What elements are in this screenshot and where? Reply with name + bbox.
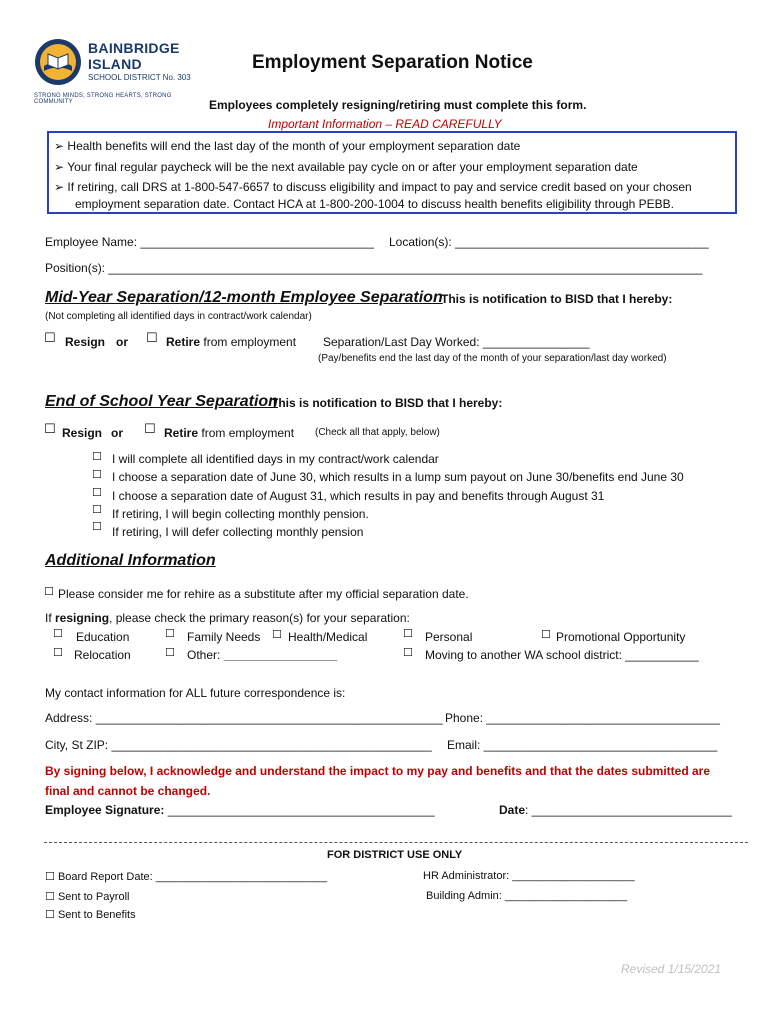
midyear-resign-checkbox[interactable]: ☐: [44, 331, 56, 346]
info-bullet-1: [54, 139, 520, 153]
rehire-label: Please consider me for rehire as a substitute after my official separation date.: [58, 587, 469, 601]
board-report-label: Board Report Date: ____________________________: [57, 871, 328, 883]
address-field[interactable]: Address: ____________________________________________________: [45, 711, 443, 725]
reason-prefix: If: [45, 611, 56, 625]
date-line[interactable]: : ______________________________: [525, 803, 732, 817]
endyear-option-checkbox[interactable]: ☐: [92, 468, 102, 481]
reason-suffix: , please check the primary reason(s) for your separation:: [109, 611, 410, 625]
endyear-check-all: (Check all that apply, below): [315, 427, 440, 438]
email-field[interactable]: Email: ___________________________________: [447, 738, 718, 752]
endyear-option-checkbox[interactable]: ☐: [92, 486, 102, 499]
signature-line[interactable]: ________________________________________: [164, 803, 435, 817]
important-notice: Important Information – READ CAREFULLY: [268, 117, 502, 131]
midyear-retire-checkbox[interactable]: ☐: [146, 331, 158, 346]
arrow-bullet-icon: ➢: [54, 160, 65, 174]
signature-field[interactable]: [45, 803, 435, 817]
endyear-option-2: I choose a separation date of June 30, which results in a lump sum payout on June 30/benefits end June 30: [112, 470, 684, 484]
endyear-or: or: [111, 426, 123, 440]
benefits-label: Sent to Benefits: [57, 909, 136, 921]
info-bullet-2-text: Your final regular paycheck will be the next available pay cycle on or after your employment separation date: [67, 160, 638, 174]
endyear-section-title: End of School Year Separation: [45, 393, 278, 410]
logo-line-2: ISLAND: [88, 56, 142, 72]
reason-family-checkbox[interactable]: ☐: [165, 627, 175, 640]
page-title: Employment Separation Notice: [252, 52, 533, 73]
payroll-checkbox[interactable]: ☐: [45, 890, 55, 903]
endyear-from-employment: from employment: [201, 426, 295, 440]
endyear-option-checkbox[interactable]: ☐: [92, 503, 102, 516]
district-divider: [44, 842, 748, 843]
rehire-checkbox[interactable]: ☐: [44, 585, 54, 598]
city-field[interactable]: City, St ZIP: ________________________________________________: [45, 738, 432, 752]
logo-tagline: STRONG MINDS, STRONG HEARTS, STRONG COMMUNITY: [34, 93, 172, 105]
page-subtitle: Employees completely resigning/retiring must complete this form.: [209, 98, 587, 112]
acknowledgement-line-1: By signing below, I acknowledge and understand the impact to my pay and benefits and that the dates submitted are: [45, 764, 710, 778]
contact-intro: My contact information for ALL future correspondence is:: [45, 686, 346, 700]
arrow-bullet-icon: ➢: [54, 139, 65, 153]
endyear-resign-checkbox[interactable]: ☐: [44, 422, 56, 437]
info-bullet-3-cont: employment separation date. Contact HCA at 1-800-200-1004 to discuss health benefits eligibility through PEBB.: [75, 197, 675, 211]
reason-promotional-label: Promotional Opportunity: [556, 630, 686, 644]
endyear-option-5: If retiring, I will defer collecting monthly pension: [112, 525, 364, 539]
endyear-option-checkbox[interactable]: ☐: [92, 450, 102, 463]
reason-moving-field[interactable]: Moving to another WA school district: ___________: [425, 648, 699, 662]
endyear-retire-text: Retire: [164, 426, 199, 440]
benefits-checkbox[interactable]: ☐: [45, 908, 55, 921]
reason-education-checkbox[interactable]: ☐: [53, 627, 63, 640]
reason-other-label: Other:: [187, 648, 221, 662]
endyear-notice: This is notification to BISD that I hereby:: [271, 396, 503, 410]
midyear-sub: (Not completing all identified days in contract/work calendar): [45, 311, 312, 322]
board-report-checkbox[interactable]: ☐: [45, 870, 55, 883]
reason-promotional-checkbox[interactable]: ☐: [541, 628, 551, 641]
info-bullet-3: [54, 180, 692, 194]
date-label: Date: [499, 803, 526, 817]
signature-label: Employee Signature:: [45, 803, 165, 817]
payroll-field[interactable]: [45, 890, 129, 903]
building-admin-field[interactable]: Building Admin: ____________________: [426, 890, 628, 902]
reason-personal-checkbox[interactable]: ☐: [403, 627, 413, 640]
arrow-bullet-icon: ➢: [54, 180, 65, 194]
midyear-section-title: Mid-Year Separation/12-month Employee Separation: [45, 289, 443, 306]
acknowledgement-line-2: final and cannot be changed.: [45, 784, 211, 798]
benefits-field[interactable]: [45, 908, 136, 921]
reason-family-label: Family Needs: [187, 630, 261, 644]
reason-other-field[interactable]: [187, 648, 337, 662]
midyear-or: or: [116, 335, 128, 349]
board-report-field[interactable]: [45, 870, 327, 883]
date-field[interactable]: [499, 803, 732, 817]
midyear-notice: This is notification to BISD that I hereby:: [441, 292, 673, 306]
additional-section-title: Additional Information: [45, 552, 216, 569]
reason-other-blank[interactable]: _________________: [223, 648, 338, 662]
location-field[interactable]: Location(s): ______________________________________: [389, 235, 709, 249]
info-bullet-3-text: If retiring, call DRS at 1-800-547-6657 to discuss eligibility and impact to pay and service credit based on your chosen: [67, 180, 692, 194]
info-bullet-1-text: Health benefits will end the last day of the month of your employment separation date: [67, 139, 521, 153]
endyear-option-checkbox[interactable]: ☐: [92, 520, 102, 533]
midyear-retire-label: [166, 335, 296, 349]
logo-emblem-icon: [34, 38, 82, 86]
midyear-from-employment: from employment: [203, 335, 297, 349]
revision-date: Revised 1/15/2021: [621, 962, 722, 976]
endyear-option-3: I choose a separation date of August 31, which results in pay and benefits through August 31: [112, 489, 605, 503]
endyear-resign-label: Resign: [62, 426, 103, 440]
reason-education-label: Education: [76, 630, 130, 644]
reason-health-label: Health/Medical: [288, 630, 368, 644]
midyear-pay-note: (Pay/benefits end the last day of the month of your separation/last day worked): [318, 353, 667, 364]
district-use-heading: FOR DISTRICT USE ONLY: [327, 849, 463, 861]
position-field[interactable]: Position(s): _________________________________________________________________________________________: [45, 261, 703, 275]
reason-personal-label: Personal: [425, 630, 473, 644]
endyear-retire-checkbox[interactable]: ☐: [144, 422, 156, 437]
logo-line-1: BAINBRIDGE: [88, 40, 180, 56]
employee-name-field[interactable]: Employee Name: ___________________________________: [45, 235, 374, 249]
midyear-last-day-field[interactable]: Separation/Last Day Worked: ________________: [323, 335, 590, 349]
endyear-option-1: I will complete all identified days in my contract/work calendar: [112, 452, 439, 466]
info-bullet-2: [54, 160, 638, 174]
district-logo: [34, 38, 204, 105]
endyear-retire-label: [164, 426, 294, 440]
reason-bold: resigning: [55, 611, 110, 625]
logo-line-3: SCHOOL DISTRICT No. 303: [88, 73, 191, 82]
hr-admin-field[interactable]: HR Administrator: ____________________: [423, 870, 635, 882]
endyear-option-4: If retiring, I will begin collecting monthly pension.: [112, 507, 369, 521]
payroll-label: Sent to Payroll: [57, 891, 130, 903]
midyear-resign-label: Resign: [65, 335, 106, 349]
phone-field[interactable]: Phone: ___________________________________: [445, 711, 720, 725]
reason-health-checkbox[interactable]: ☐: [272, 628, 282, 641]
reason-relocation-label: Relocation: [74, 648, 131, 662]
midyear-retire-text: Retire: [166, 335, 201, 349]
reason-prompt: [45, 611, 410, 625]
reason-moving-checkbox[interactable]: ☐: [403, 646, 413, 659]
reason-other-checkbox[interactable]: ☐: [165, 646, 175, 659]
reason-relocation-checkbox[interactable]: ☐: [53, 646, 63, 659]
